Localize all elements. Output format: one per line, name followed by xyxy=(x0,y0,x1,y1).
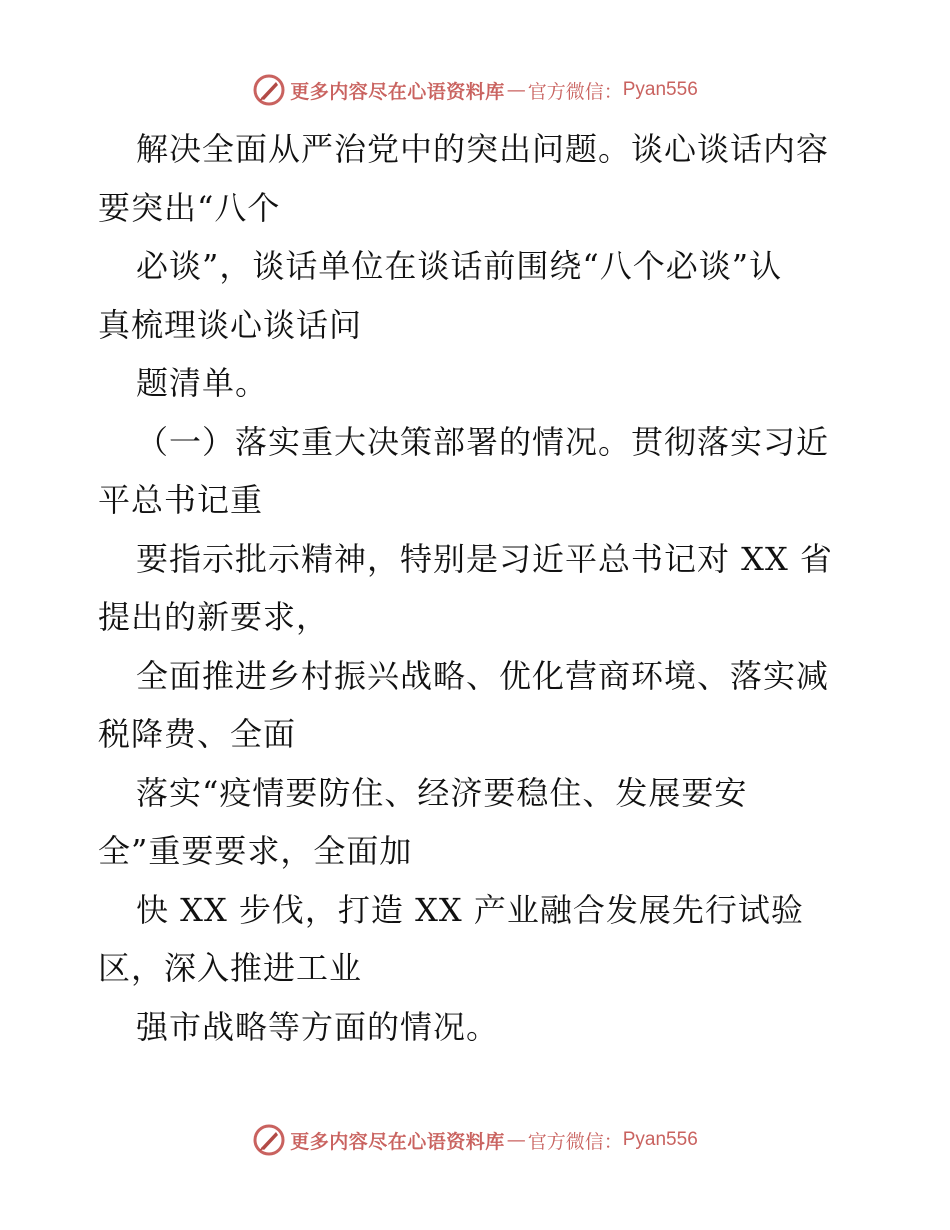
body-text-line: 提出的新要求， xyxy=(98,598,330,636)
body-text-line: 全面推进乡村振兴战略、优化营商环境、落实减 xyxy=(136,656,830,695)
body-text-line: 平总书记重 xyxy=(98,481,264,519)
body-text-line: 解决全面从严治党中的突出问题。谈心谈话内容 xyxy=(136,130,830,168)
footer-brand-text: 更多内容尽在心语资料库 xyxy=(290,1130,505,1153)
quill-logo-icon xyxy=(252,1123,286,1157)
body-text-line: 真梳理谈心谈话问 xyxy=(98,305,363,344)
header-wechat-id: Pyan556 xyxy=(622,79,698,100)
body-text-line: 题清单。 xyxy=(136,364,269,402)
body-text-line: （一）落实重大决策部署的情况。贯彻落实习近 xyxy=(136,422,830,461)
quill-logo-icon xyxy=(252,73,286,107)
footer-wechat-label: 官方微信： xyxy=(527,1130,623,1153)
page-header-banner xyxy=(0,70,950,110)
footer-separator: — xyxy=(506,1129,526,1151)
body-text-line: 要指示批示精神，特别是习近平总书记对 XX 省 xyxy=(136,539,833,578)
body-text-line: 必谈”，谈话单位在谈话前围绕“八个必谈”认 xyxy=(136,247,783,285)
header-brand-text: 更多内容尽在心语资料库 xyxy=(290,80,505,103)
body-text-line: 全”重要要求，全面加 xyxy=(98,832,413,870)
document-body xyxy=(98,120,858,1056)
body-text-line: 快 XX 步伐，打造 XX 产业融合发展先行试验 xyxy=(136,890,804,929)
page-footer-banner xyxy=(0,1120,950,1160)
header-wechat-label: 官方微信： xyxy=(527,80,623,103)
header-separator: — xyxy=(506,79,526,101)
footer-wechat-id: Pyan556 xyxy=(622,1129,698,1150)
body-text-line: 税降费、全面 xyxy=(98,715,297,753)
body-text-line: 要突出“八个 xyxy=(98,188,281,227)
body-text-line: 强市战略等方面的情况。 xyxy=(136,1007,500,1046)
body-text-line: 落实“疫情要防住、经济要稳住、发展要安 xyxy=(136,773,748,812)
body-text-line: 区，深入推进工业 xyxy=(98,949,363,987)
